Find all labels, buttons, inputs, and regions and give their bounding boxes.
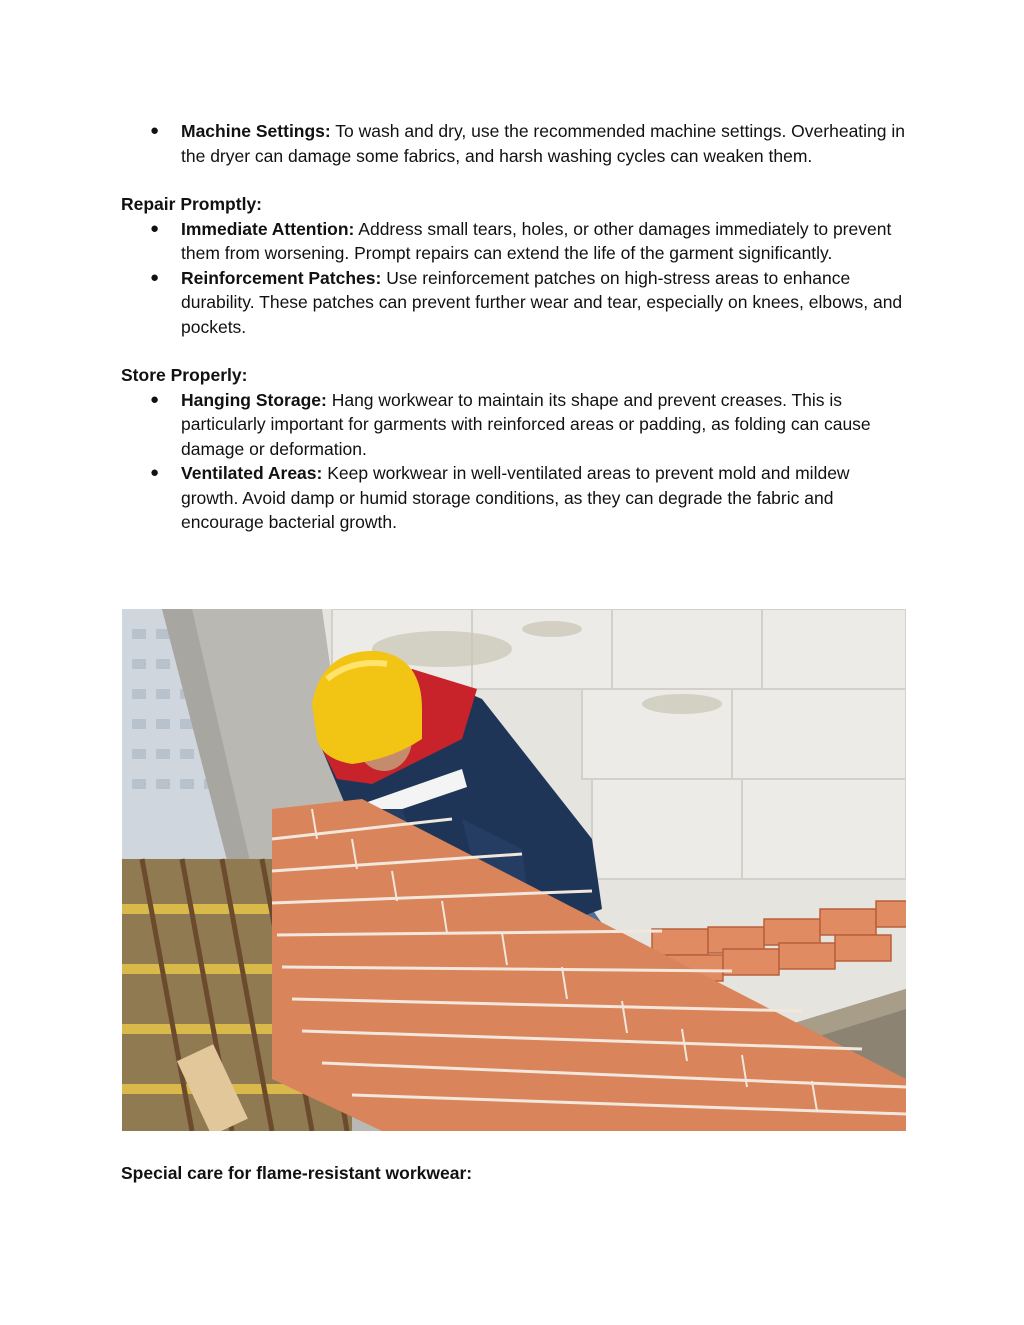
bullet-icon: ● [150, 390, 160, 408]
document-body [121, 119, 911, 535]
bullet-icon: ● [150, 268, 160, 286]
item-text: Keep workwear in well-ventilated areas to prevent mold and mildew growth. Avoid damp or humid storage conditions, as they can degrade the fabric and encourage bacterial growth. [181, 463, 850, 532]
list-item [121, 266, 911, 340]
list-item [121, 388, 911, 462]
bullet-icon: ● [150, 122, 160, 139]
item-term: Ventilated Areas: [181, 463, 323, 483]
item-text: Hang workwear to maintain its shape and prevent creases. This is particularly important for garments with reinforced areas or padding, as folding can cause damage or deformation. [181, 389, 871, 459]
section-heading-flame-resistant: Special care for flame-resistant workwear: [121, 1163, 473, 1183]
list-item [121, 461, 911, 535]
bullet-icon: ● [150, 464, 160, 481]
bricklayer-photo-illustration [122, 609, 906, 1131]
bullet-list-store [121, 388, 911, 535]
item-text: Use reinforcement patches on high-stress areas to enhance durability. These patches can prevent further wear and tear, especially on knees, elbows, and pockets. [181, 267, 903, 337]
section-heading-store: Store Properly: [121, 365, 248, 385]
item-term: Hanging Storage: [181, 389, 327, 410]
list-item [121, 217, 911, 266]
item-term: Machine Settings: [181, 121, 331, 141]
item-text: To wash and dry, use the recommended machine settings. Overheating in the dryer can damage some fabrics, and harsh washing cycles can weaken them. [181, 121, 906, 166]
list-item [121, 119, 911, 168]
section-heading-repair: Repair Promptly: [121, 194, 262, 214]
item-text: Address small tears, holes, or other damages immediately to prevent them from worsening. Prompt repairs can extend the life of the garment significantly. [181, 218, 892, 263]
bullet-list-machine [121, 119, 911, 168]
bricklayer-photo [122, 609, 906, 1131]
bullet-list-repair [121, 217, 911, 340]
item-term: Reinforcement Patches: [181, 267, 382, 288]
item-term: Immediate Attention: [181, 218, 355, 239]
bullet-icon: ● [150, 219, 160, 237]
